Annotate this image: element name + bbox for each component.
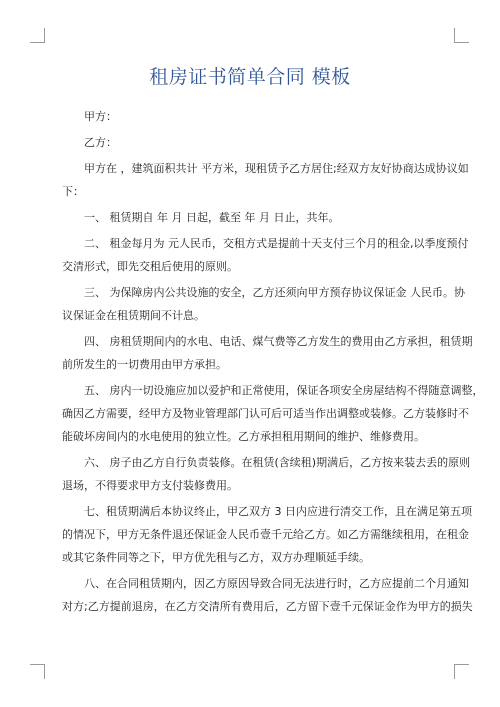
paragraph-line: 甲方在 ，建筑面积共计 平方米，现租赁予乙方居住;经双方友好协商达成协议如 <box>84 162 469 175</box>
crop-mark-top-right <box>454 28 469 43</box>
clause-1 <box>62 211 440 225</box>
paragraph-line: 七、租赁期满后本协议终止，甲乙双方 3 日内应进行清交工作，且在满足第五项 <box>84 505 472 518</box>
paragraph-line: 八、在合同租赁期内，因乙方原因导致合同无法进行时，乙方应提前二个月通知 <box>84 577 469 590</box>
crop-mark-bottom-left <box>30 664 45 679</box>
clause-4 <box>62 335 473 372</box>
intro-paragraph <box>62 162 469 199</box>
clause-3 <box>62 286 465 323</box>
party-b-line <box>62 136 440 150</box>
paragraph-line: 六、 房子由乙方自行负责装修。在租赁(含续租)期满后，乙方按来装去丢的原则 <box>84 456 471 469</box>
paragraph-line: 交清形式，即先交租后使用的原则。 <box>62 260 238 273</box>
party-a-line <box>62 110 440 124</box>
document-body <box>62 110 484 626</box>
paragraph-line: 前所发生的一切费用由甲方承担。 <box>62 358 227 371</box>
paragraph-line: 四、 房租赁期间内的水电、电话、煤气费等乙方发生的费用由乙方承担，租赁期 <box>84 335 473 348</box>
clause-8 <box>62 577 473 614</box>
paragraph-line: 一、 租赁期自 年 月 日起，截至 年 月 日止，共年。 <box>84 211 340 224</box>
clause-5 <box>62 384 484 444</box>
paragraph-line: 确因乙方需要，经甲方及物业管理部门认可后可适当作出调整或装修。乙方装修时不 <box>62 407 469 420</box>
paragraph-line: 能破坏房间内的水电使用的独立性。乙方承担租用期间的维护、维修费用。 <box>62 430 425 443</box>
paragraph-line: 下： <box>62 185 84 198</box>
document-title: 租房证书简单合同 模板 <box>149 66 351 88</box>
paragraph-line: 二、 租金每月为 元人民币，交租方式是提前十天支付三个月的租金,以季度预付 <box>84 237 469 250</box>
party-b-label: 乙方： <box>84 136 117 149</box>
paragraph-line: 退场，不得要求甲方支付装修费用。 <box>62 479 238 492</box>
paragraph-line: 五、 房内一切设施应加以爱护和正常使用，保证各项安全房屋结构不得随意调整， <box>84 384 484 397</box>
paragraph-line: 三、 为保障房内公共设施的安全，乙方还须向甲方预存协议保证金 人民币。协 <box>84 286 465 299</box>
clause-7 <box>62 505 472 565</box>
party-a-label: 甲方： <box>84 110 117 123</box>
crop-mark-top-left <box>30 28 45 43</box>
clause-2 <box>62 237 469 274</box>
crop-mark-bottom-right <box>454 664 469 679</box>
clause-6 <box>62 456 471 493</box>
paragraph-line: 议保证金在租赁期间不计息。 <box>62 309 205 322</box>
paragraph-line: 的情况下，甲方无条件退还保证金人民币壹千元给乙方。如乙方需继续租用，在租金 <box>62 528 469 541</box>
paragraph-line: 或其它条件同等之下，甲方优先租与乙方，双方办理顺延手续。 <box>62 551 370 564</box>
paragraph-line: 对方;乙方提前退房，在乙方交清所有费用后，乙方留下壹千元保证金作为甲方的损失 <box>62 600 473 613</box>
